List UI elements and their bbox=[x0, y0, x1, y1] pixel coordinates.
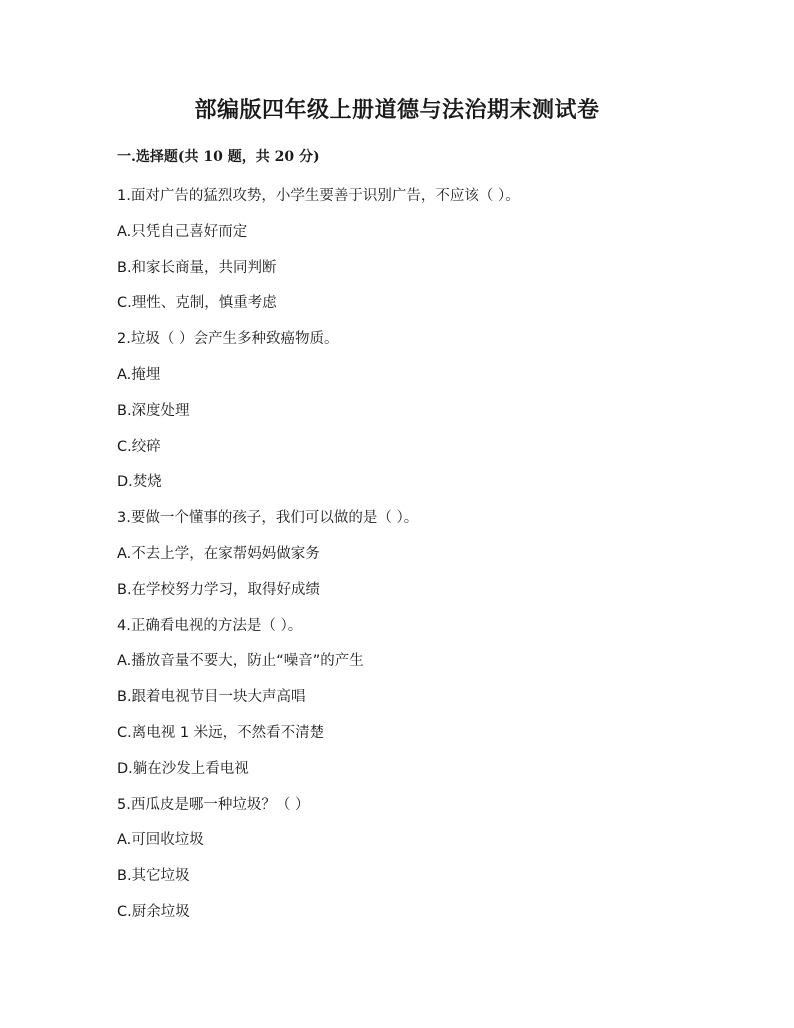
question-1-option-a: A.只凭自己喜好而定 bbox=[117, 223, 248, 240]
question-2-option-d: D.焚烧 bbox=[117, 474, 162, 491]
page-title: 部编版四年级上册道德与法治期末测试卷 bbox=[194, 97, 600, 123]
question-5-option-a: A.可回收垃圾 bbox=[117, 832, 204, 849]
question-5-option-b: B.其它垃圾 bbox=[117, 868, 190, 885]
question-4-stem: 4.正确看电视的方法是（ ）。 bbox=[117, 617, 303, 634]
question-1-option-b: B.和家长商量，共同判断 bbox=[117, 259, 277, 276]
question-2-stem: 2.垃圾（ ）会产生多种致癌物质。 bbox=[117, 331, 339, 348]
question-1-stem: 1.面对广告的猛烈攻势，小学生要善于识别广告，不应该（ ）。 bbox=[117, 188, 520, 204]
question-list bbox=[117, 185, 717, 937]
question-2-option-c: C.绞碎 bbox=[117, 438, 161, 455]
question-5-stem: 5.西瓜皮是哪一种垃圾？（ ） bbox=[117, 796, 310, 813]
question-4-option-d: D.躺在沙发上看电视 bbox=[117, 760, 249, 777]
question-3-stem: 3.要做一个懂事的孩子，我们可以做的是（ ）。 bbox=[117, 510, 419, 527]
question-4-option-a: A.播放音量不要大，防止“噪音”的产生 bbox=[117, 653, 364, 670]
question-3-option-b: B.在学校努力学习，取得好成绩 bbox=[117, 581, 321, 598]
question-1-option-c: C.理性、克制，慎重考虑 bbox=[117, 295, 277, 312]
question-3-option-a: A.不去上学，在家帮妈妈做家务 bbox=[117, 545, 320, 562]
section-heading: 一.选择题(共 10 题，共 20 分) bbox=[117, 149, 320, 165]
question-2-option-b: B.深度处理 bbox=[117, 402, 190, 419]
question-5-option-c: C.厨余垃圾 bbox=[117, 903, 190, 920]
question-2-option-a: A.掩埋 bbox=[117, 366, 161, 383]
question-4-option-c: C.离电视 1 米远，不然看不清楚 bbox=[117, 724, 325, 741]
question-4-option-b: B.跟着电视节目一块大声高唱 bbox=[117, 689, 306, 706]
